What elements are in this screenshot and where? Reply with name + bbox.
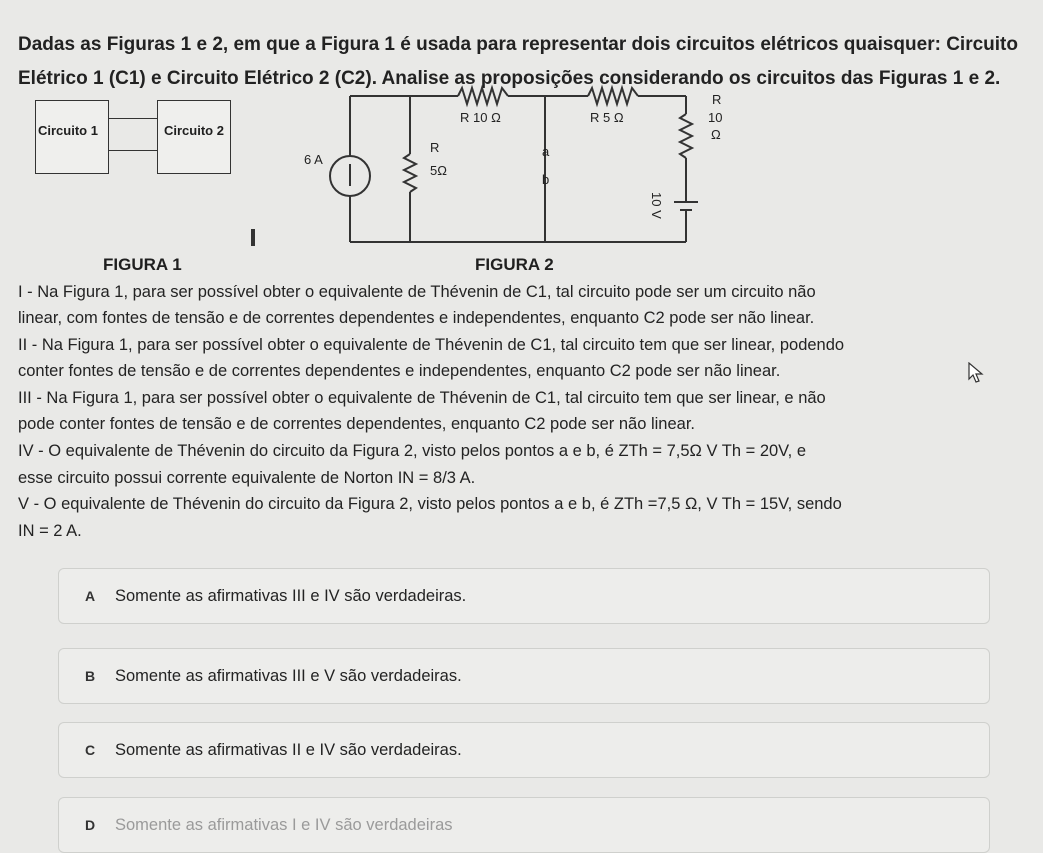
option-d[interactable]: [58, 797, 990, 853]
statement-line: II - Na Figura 1, para ser possível obter o equivalente de Thévenin de C1, tal circuito tem que ser linear, podendo: [18, 336, 845, 354]
text-cursor-icon: [251, 229, 255, 246]
connection-wire-top: [109, 118, 157, 119]
option-text: Somente as afirmativas I e IV são verdadeiras: [115, 815, 453, 834]
figure-1-title: FIGURA 1: [103, 255, 182, 274]
r-right-r: R: [712, 92, 722, 107]
resistor-5-top: [588, 88, 638, 104]
option-text: Somente as afirmativas III e IV são verdadeiras.: [115, 586, 467, 605]
statement-line: V - O equivalente de Thévenin do circuito da Figura 2, visto pelos pontos a e b, é ZTh =7,5 Ω, V Th = 15V, sendo: [18, 495, 842, 513]
current-source-label: 6 A: [304, 152, 323, 167]
circuit-1-label: Circuito 1: [38, 123, 98, 138]
node-a-label: a: [542, 144, 550, 159]
r-mid-value: 5Ω: [430, 163, 447, 178]
intro-line-1: Dadas as Figuras 1 e 2, em que a Figura 1 é usada para representar dois circuitos elétricos quaisquer: Circuito: [18, 34, 1018, 55]
option-letter: A: [85, 588, 96, 604]
r-right-value: 10: [708, 110, 723, 125]
r-right-unit: Ω: [711, 127, 721, 142]
statement-line: III - Na Figura 1, para ser possível obter o equivalente de Thévenin de C1, tal circuito tem que ser linear, e não: [18, 389, 826, 407]
resistor-10-top: [458, 88, 508, 104]
r5-top-label: R 5 Ω: [590, 110, 624, 125]
statement-line: I - Na Figura 1, para ser possível obter o equivalente de Thévenin de C1, tal circuito pode ser um circuito não: [18, 283, 816, 301]
option-a[interactable]: [58, 568, 990, 624]
option-text: Somente as afirmativas III e V são verdadeiras.: [115, 666, 462, 685]
intro-line-2: Elétrico 1 (C1) e Circuito Elétrico 2 (C2). Analise as proposições considerando os circuitos das Figuras 1 e 2.: [18, 68, 1001, 89]
statement-line: pode conter fontes de tensão e de correntes dependentes, enquanto C2 pode ser não linear.: [18, 415, 695, 433]
node-b-label: b: [542, 172, 550, 187]
option-letter: D: [85, 817, 96, 833]
statement-line: IV - O equivalente de Thévenin do circuito da Figura 2, visto pelos pontos a e b, é ZTh = 7,5Ω V Th = 20V, e: [18, 442, 807, 460]
voltage-source-label: 10 V: [649, 192, 664, 219]
r-mid-r: R: [430, 140, 440, 155]
option-text: Somente as afirmativas II e IV são verdadeiras.: [115, 740, 462, 759]
circuit-2-label: Circuito 2: [164, 123, 224, 138]
option-letter: B: [85, 668, 96, 684]
statement-line: linear, com fontes de tensão e de correntes dependentes e independentes, enquanto C2 pode ser não linear.: [18, 309, 815, 327]
mouse-pointer-icon: [968, 362, 986, 384]
figure-2-circuit: [290, 84, 740, 249]
option-letter: C: [85, 742, 96, 758]
resistor-5-middle: [404, 154, 416, 192]
resistor-10-right: [680, 114, 692, 158]
figure-2-title: FIGURA 2: [475, 255, 554, 274]
figure-1-diagram: [35, 100, 235, 176]
option-b[interactable]: [58, 648, 990, 704]
connection-wire-bottom: [109, 150, 157, 151]
option-c[interactable]: [58, 722, 990, 778]
statement-line: conter fontes de tensão e de correntes dependentes e independentes, enquanto C2 pode ser não linear.: [18, 362, 781, 380]
r10-label: R 10 Ω: [460, 110, 501, 125]
circuit-1-box: [35, 100, 109, 174]
statement-line: esse circuito possui corrente equivalente de Norton IN = 8/3 A.: [18, 469, 476, 487]
statement-line: IN = 2 A.: [18, 522, 82, 540]
circuit-2-box: [157, 100, 231, 174]
